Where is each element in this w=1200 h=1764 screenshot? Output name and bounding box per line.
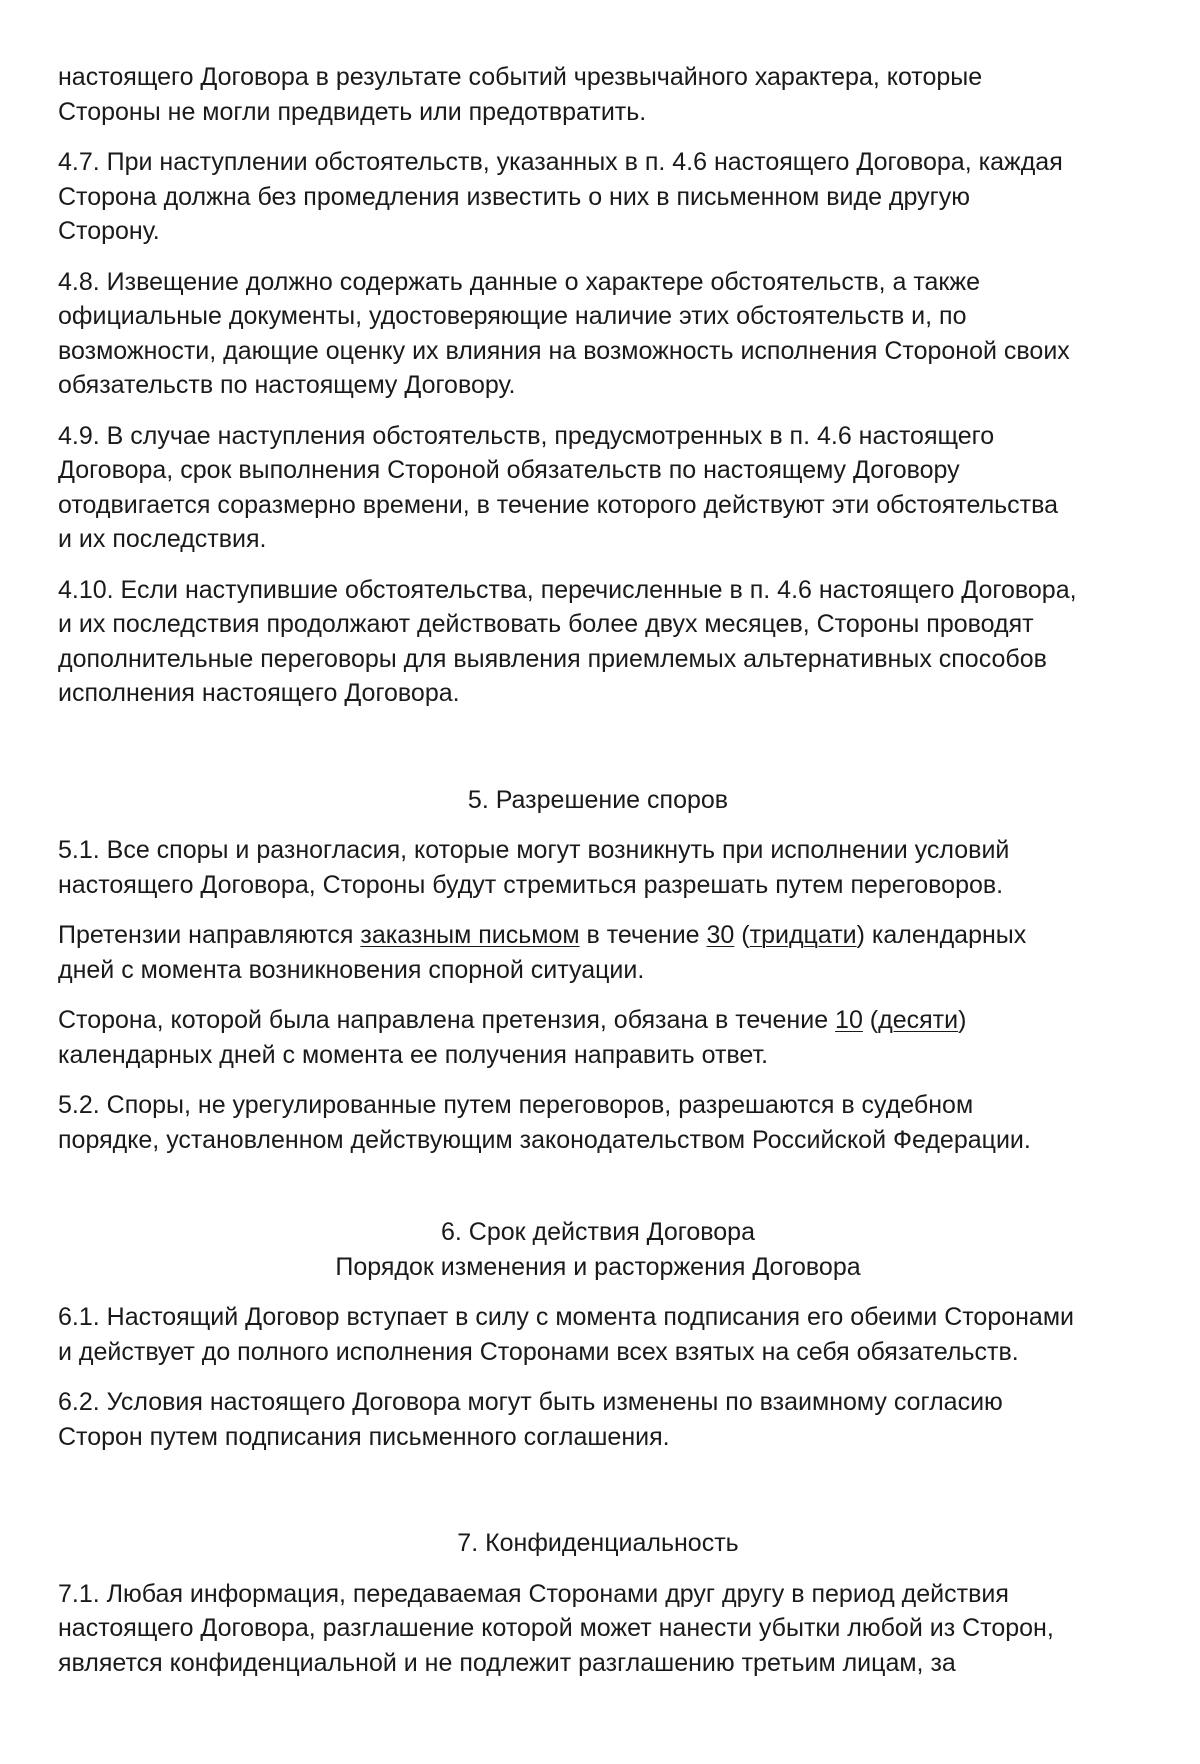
- text-line: исполнения настоящего Договора.: [58, 679, 460, 707]
- paragraph-claims: [58, 918, 1138, 987]
- text-line: возможности, дающие оценку их влияния на возможность исполнения Стороной своих: [58, 336, 1070, 365]
- section-5-heading: [58, 783, 1138, 818]
- text-fragment: (: [862, 1006, 879, 1034]
- text-line: порядке, установленном действующим законодательством Российской Федерации.: [58, 1125, 1031, 1154]
- section-title: 5. Разрешение споров: [467, 785, 729, 814]
- text-line: 5.1. Все споры и разногласия, которые могут возникнуть при исполнении условий: [58, 836, 1010, 864]
- text-line: 4.9. В случае наступления обстоятельств, предусмотренных в п. 4.6 настоящего: [58, 421, 995, 450]
- text-line: и их последствия продолжают действовать более двух месяцев, Стороны проводят: [58, 610, 1034, 638]
- text-line: Стороны не могли предвидеть или предотвратить.: [58, 97, 647, 126]
- text-line: [58, 918, 1138, 953]
- text-line: отодвигается соразмерно времени, в течение которого действуют эти обстоятельства: [58, 490, 1059, 519]
- response-days-words-field: десяти: [878, 1006, 959, 1034]
- text-line: календарных дней с момента ее получения направить ответ.: [58, 1040, 769, 1069]
- text-line: 4.7. При наступлении обстоятельств, указанных в п. 4.6 настоящего Договора, каждая: [58, 148, 1063, 176]
- text-line: настоящего Договора, разглашение которой может нанести убытки любой из Сторон,: [58, 1614, 1054, 1642]
- text-line: обязательств по настоящему Договору.: [58, 371, 516, 399]
- text-line: настоящего Договора, Стороны будут стремиться разрешать путем переговоров.: [58, 870, 1004, 899]
- text-fragment: Сторона, которой была направлена претензия, обязана в течение: [58, 1006, 836, 1034]
- text-line: Сторона должна без промедления известить о них в письменном виде другую: [58, 182, 971, 211]
- paragraph-response: [58, 1003, 1138, 1072]
- text-line: дополнительные переговоры для выявления приемлемых альтернативных способов: [58, 644, 1047, 673]
- text-line: Договора, срок выполнения Стороной обязательств по настоящему Договору: [58, 456, 960, 484]
- text-line: официальные документы, удостоверяющие наличие этих обстоятельств и, по: [58, 302, 967, 330]
- paragraph-5-2: [58, 1088, 1138, 1157]
- text-fragment: Претензии направляются: [58, 921, 361, 949]
- text-line: 4.8. Извещение должно содержать данные о характере обстоятельств, а также: [58, 267, 980, 296]
- text-line: дней с момента возникновения спорной ситуации.: [58, 955, 645, 984]
- response-days-number-field: 10: [835, 1006, 863, 1034]
- paragraph-4-9: [58, 419, 1138, 557]
- text-line: [58, 1003, 1138, 1038]
- text-line: и действует до полного исполнения Сторонами всех взятых на себя обязательств.: [58, 1337, 1019, 1366]
- text-line: Сторон путем подписания письменного соглашения.: [58, 1422, 670, 1451]
- paragraph-7-1: [58, 1577, 1138, 1681]
- text-fragment: ): [958, 1006, 967, 1034]
- text-fragment: в течение: [579, 921, 707, 949]
- section-spacer: [58, 727, 1138, 783]
- paragraph-6-2: [58, 1385, 1138, 1454]
- text-line: 4.10. Если наступившие обстоятельства, перечисленные в п. 4.6 настоящего Договора,: [58, 575, 1077, 604]
- text-line: 6.2. Условия настоящего Договора могут быть изменены по взаимному согласию: [58, 1388, 1003, 1416]
- section-title: 6. Срок действия Договора: [441, 1218, 755, 1246]
- paragraph-4-10: [58, 573, 1138, 711]
- text-line: 6.1. Настоящий Договор вступает в силу с момента подписания его обеими Сторонами: [58, 1303, 1074, 1331]
- text-fragment: (: [734, 921, 750, 949]
- paragraph-5-1: [58, 833, 1138, 902]
- paragraph-4-8: [58, 265, 1138, 403]
- text-line: и их последствия.: [58, 525, 267, 553]
- claim-days-number-field: 30: [706, 921, 735, 949]
- section-7-heading: [58, 1526, 1138, 1561]
- section-subtitle: Порядок изменения и расторжения Договора: [335, 1252, 861, 1281]
- claim-days-words-field: тридцати: [749, 921, 857, 949]
- claim-method-field: заказным письмом: [360, 921, 580, 949]
- section-6-heading: [58, 1215, 1138, 1284]
- text-fragment: ) календарных: [856, 921, 1027, 949]
- section-title: 7. Конфиденциальность: [457, 1529, 739, 1557]
- paragraph-6-1: [58, 1300, 1138, 1369]
- text-line: 7.1. Любая информация, передаваемая Сторонами друг другу в период действия: [58, 1579, 1009, 1608]
- text-line: Сторону.: [58, 217, 160, 245]
- section-spacer: [58, 1470, 1138, 1526]
- text-line: 5.2. Споры, не урегулированные путем переговоров, разрешаются в судебном: [58, 1091, 974, 1119]
- text-line: является конфиденциальной и не подлежит разглашению третьим лицам, за: [58, 1648, 956, 1677]
- paragraph-4-7: [58, 145, 1138, 249]
- text-line: настоящего Договора в результате событий чрезвычайного характера, которые: [58, 63, 983, 91]
- section-spacer: [58, 1173, 1138, 1215]
- paragraph-intro: [58, 60, 1138, 129]
- document-page: [58, 60, 1138, 1696]
